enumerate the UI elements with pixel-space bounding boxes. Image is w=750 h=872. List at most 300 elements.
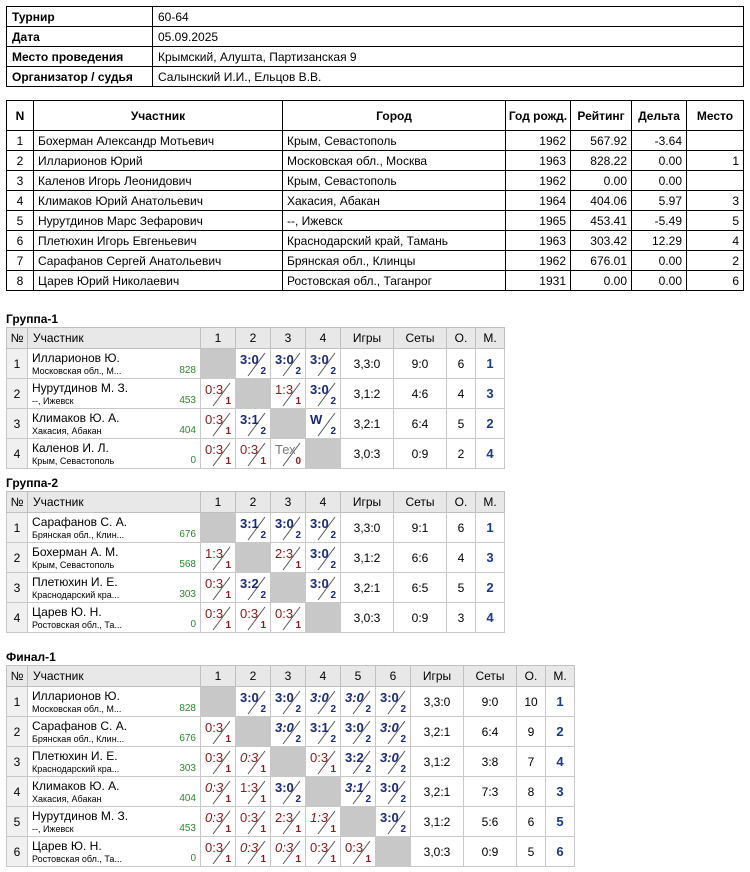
match-result-cell[interactable] xyxy=(341,747,376,777)
match-points: 1 xyxy=(295,396,301,407)
match-result xyxy=(271,439,305,468)
match-result-cell[interactable] xyxy=(306,543,341,573)
match-result-cell[interactable] xyxy=(376,777,411,807)
match-score: 0:3 xyxy=(240,840,259,855)
info-value: Салынский И.И., Ельцов В.В. xyxy=(153,67,744,87)
participant-birth-year: 1965 xyxy=(506,211,571,231)
match-result xyxy=(201,573,235,602)
match-score: 3:1 xyxy=(310,720,329,735)
row-number: 1 xyxy=(7,687,28,717)
match-result-cell[interactable] xyxy=(306,807,341,837)
participant-name: Илларионов Юрий xyxy=(34,151,283,171)
match-result xyxy=(271,543,305,572)
participant-name: Нурутдинов Марс Зефарович xyxy=(34,211,283,231)
info-row xyxy=(7,7,744,27)
match-result-cell[interactable] xyxy=(271,687,306,717)
player-rating: 0 xyxy=(190,455,196,466)
games-cell: 3,2:1 xyxy=(411,777,464,807)
match-score: 0:3 xyxy=(205,750,224,765)
player-cell xyxy=(28,543,201,573)
match-result-cell[interactable] xyxy=(341,777,376,807)
match-points: 1 xyxy=(330,824,336,835)
match-result-cell[interactable] xyxy=(271,777,306,807)
match-result-cell[interactable] xyxy=(306,379,341,409)
games-cell: 3,3:0 xyxy=(341,513,394,543)
group-header-row xyxy=(7,328,505,349)
match-result-cell[interactable] xyxy=(201,603,236,633)
row-number: 4 xyxy=(7,439,28,469)
match-result xyxy=(201,717,235,746)
match-result xyxy=(271,603,305,632)
col-header-place: М. xyxy=(476,328,505,349)
sets-cell: 6:6 xyxy=(394,543,447,573)
match-result-cell[interactable] xyxy=(306,747,341,777)
match-points: 2 xyxy=(295,794,301,805)
match-points: 2 xyxy=(365,764,371,775)
participant-number: 8 xyxy=(7,271,34,291)
match-points: 2 xyxy=(295,704,301,715)
participant-number: 7 xyxy=(7,251,34,271)
participant-place: 2 xyxy=(687,251,744,271)
player-name: Климаков Ю. А. xyxy=(32,779,120,793)
match-result xyxy=(201,837,235,866)
match-result-cell[interactable] xyxy=(236,603,271,633)
match-result xyxy=(236,349,270,378)
match-result xyxy=(236,777,270,806)
player-rating: 676 xyxy=(179,529,196,540)
match-result xyxy=(306,747,340,776)
match-score: 0:3 xyxy=(205,840,224,855)
player-rating: 676 xyxy=(179,733,196,744)
row-number: 3 xyxy=(7,747,28,777)
match-points: 2 xyxy=(400,824,406,835)
group-row xyxy=(7,349,505,379)
self-match-cell xyxy=(306,439,341,469)
match-result xyxy=(271,837,305,866)
match-score: 3:0 xyxy=(310,516,329,531)
match-result xyxy=(236,687,270,716)
col-header-opponent: 2 xyxy=(236,328,271,349)
match-points: 2 xyxy=(260,366,266,377)
col-header-sets: Сеты xyxy=(464,666,517,687)
match-points: 1 xyxy=(225,764,231,775)
sets-cell: 6:4 xyxy=(464,717,517,747)
place-cell: 2 xyxy=(546,717,575,747)
col-header-opponent: 4 xyxy=(306,328,341,349)
participant-city: Брянская обл., Клинцы xyxy=(283,251,506,271)
group-table xyxy=(6,665,575,867)
match-result xyxy=(236,573,270,602)
match-result-cell[interactable] xyxy=(376,687,411,717)
place-cell: 1 xyxy=(546,687,575,717)
group-row xyxy=(7,687,575,717)
match-score: 0:3 xyxy=(205,720,224,735)
col-header-opponent: 4 xyxy=(306,492,341,513)
col-header-points: О. xyxy=(447,328,476,349)
player-name: Илларионов Ю. xyxy=(32,351,120,365)
participant-number: 5 xyxy=(7,211,34,231)
games-cell: 3,0:3 xyxy=(411,837,464,867)
match-result-cell[interactable] xyxy=(236,573,271,603)
self-match-cell xyxy=(306,603,341,633)
match-points: 2 xyxy=(330,396,336,407)
player-name: Сарафанов С. А. xyxy=(32,515,128,529)
player-cell xyxy=(28,439,201,469)
match-points: 2 xyxy=(330,704,336,715)
match-points: 2 xyxy=(295,530,301,541)
participant-delta: -5.49 xyxy=(632,211,687,231)
player-city: Ростовская обл., Та... xyxy=(32,620,122,630)
participant-delta: 0.00 xyxy=(632,171,687,191)
games-cell: 3,1:2 xyxy=(341,543,394,573)
match-points: 2 xyxy=(260,590,266,601)
match-result xyxy=(306,687,340,716)
match-result-cell[interactable] xyxy=(306,573,341,603)
participant-city: Хакасия, Абакан xyxy=(283,191,506,211)
participant-delta: 0.00 xyxy=(632,271,687,291)
match-result xyxy=(236,747,270,776)
participant-rating: 676.01 xyxy=(571,251,632,271)
player-rating: 0 xyxy=(190,853,196,864)
match-result-cell[interactable] xyxy=(376,807,411,837)
sets-cell: 3:8 xyxy=(464,747,517,777)
match-points: 1 xyxy=(260,764,266,775)
match-points: 0 xyxy=(295,456,301,467)
match-result-cell[interactable] xyxy=(376,747,411,777)
self-match-cell xyxy=(271,573,306,603)
participant-rating: 453.41 xyxy=(571,211,632,231)
match-result-cell[interactable] xyxy=(271,837,306,867)
points-cell: 5 xyxy=(447,573,476,603)
participant-name: Сарафанов Сергей Анатольевич xyxy=(34,251,283,271)
col-header-place: М. xyxy=(476,492,505,513)
col-header-opponent: 5 xyxy=(341,666,376,687)
games-cell: 3,1:2 xyxy=(341,379,394,409)
group-body xyxy=(7,349,505,469)
self-match-cell xyxy=(341,807,376,837)
player-rating: 453 xyxy=(179,395,196,406)
player-name: Бохерман А. М. xyxy=(32,545,119,559)
group-table xyxy=(6,327,505,469)
match-result xyxy=(271,807,305,836)
self-match-cell xyxy=(306,777,341,807)
match-result xyxy=(236,513,270,542)
participant-delta: 0.00 xyxy=(632,151,687,171)
match-result-cell[interactable] xyxy=(236,807,271,837)
player-city: Московская обл., М... xyxy=(32,704,122,714)
match-result xyxy=(376,687,410,716)
player-name: Царев Ю. Н. xyxy=(32,605,102,619)
participant-name: Бохерман Александр Мотьевич xyxy=(34,131,283,151)
group-row xyxy=(7,543,505,573)
participant-rating: 0.00 xyxy=(571,271,632,291)
points-cell: 4 xyxy=(447,543,476,573)
player-city: Брянская обл., Клин... xyxy=(32,530,125,540)
player-cell xyxy=(28,687,201,717)
match-result-cell[interactable] xyxy=(201,379,236,409)
match-result-cell[interactable] xyxy=(236,513,271,543)
match-result-cell[interactable] xyxy=(306,717,341,747)
participant-number: 2 xyxy=(7,151,34,171)
player-name: Плетюхин И. Е. xyxy=(32,575,118,589)
col-header-sets: Сеты xyxy=(394,328,447,349)
match-result-cell[interactable] xyxy=(236,439,271,469)
match-score: W xyxy=(310,412,323,427)
match-result-cell[interactable] xyxy=(201,573,236,603)
match-score: 0:3 xyxy=(205,412,224,427)
match-result-cell[interactable] xyxy=(201,747,236,777)
place-cell: 2 xyxy=(476,573,505,603)
col-header-opponent: 1 xyxy=(201,666,236,687)
participant-birth-year: 1963 xyxy=(506,151,571,171)
sets-cell: 6:4 xyxy=(394,409,447,439)
self-match-cell xyxy=(201,349,236,379)
col-header-opponent: 3 xyxy=(271,492,306,513)
player-cell xyxy=(28,717,201,747)
match-result-cell[interactable] xyxy=(236,837,271,867)
match-result-cell[interactable] xyxy=(236,349,271,379)
match-points: 1 xyxy=(225,854,231,865)
match-result-cell[interactable] xyxy=(271,439,306,469)
match-result-cell[interactable] xyxy=(306,837,341,867)
match-result-cell[interactable] xyxy=(236,777,271,807)
participant-delta: 0.00 xyxy=(632,251,687,271)
match-score: 3:0 xyxy=(380,810,399,825)
group-row xyxy=(7,717,575,747)
participant-city: Ростовская обл., Таганрог xyxy=(283,271,506,291)
place-cell: 4 xyxy=(476,439,505,469)
participant-row xyxy=(7,231,744,251)
match-points: 1 xyxy=(225,560,231,571)
match-result xyxy=(376,777,410,806)
col-header-opponent: 2 xyxy=(236,492,271,513)
match-result-cell[interactable] xyxy=(271,379,306,409)
participant-city: Краснодарский край, Тамань xyxy=(283,231,506,251)
match-score: 1:3 xyxy=(205,546,224,561)
match-result-cell[interactable] xyxy=(201,717,236,747)
match-points: 2 xyxy=(260,530,266,541)
col-header-opponent: 3 xyxy=(271,328,306,349)
col-header-birth-year: Год рожд. xyxy=(506,101,571,131)
player-city: --, Ижевск xyxy=(32,824,74,834)
match-score: 3:1 xyxy=(240,412,259,427)
match-result-cell[interactable] xyxy=(201,439,236,469)
match-result-cell[interactable] xyxy=(271,717,306,747)
match-score: 0:3 xyxy=(310,750,329,765)
match-result-cell[interactable] xyxy=(341,717,376,747)
player-cell xyxy=(28,513,201,543)
match-result-cell[interactable] xyxy=(306,409,341,439)
match-points: 1 xyxy=(225,824,231,835)
match-points: 1 xyxy=(225,456,231,467)
place-cell: 6 xyxy=(546,837,575,867)
row-number: 4 xyxy=(7,777,28,807)
col-header-games: Игры xyxy=(341,492,394,513)
participant-number: 6 xyxy=(7,231,34,251)
match-result-cell[interactable] xyxy=(201,777,236,807)
place-cell: 3 xyxy=(476,543,505,573)
match-score: 0:3 xyxy=(275,840,294,855)
player-name: Илларионов Ю. xyxy=(32,689,120,703)
match-result-cell[interactable] xyxy=(306,513,341,543)
col-header-participant: Участник xyxy=(34,101,283,131)
match-result-cell[interactable] xyxy=(306,687,341,717)
player-name: Сарафанов С. А. xyxy=(32,719,128,733)
info-row xyxy=(7,67,744,87)
match-points: 1 xyxy=(225,426,231,437)
match-result xyxy=(236,807,270,836)
match-score: 0:3 xyxy=(345,840,364,855)
match-result-cell[interactable] xyxy=(341,837,376,867)
match-points: 1 xyxy=(295,560,301,571)
col-header-opponent: 2 xyxy=(236,666,271,687)
participant-birth-year: 1962 xyxy=(506,251,571,271)
match-score: 0:3 xyxy=(240,810,259,825)
match-result xyxy=(306,807,340,836)
match-score: 2:3 xyxy=(275,546,294,561)
match-result xyxy=(201,439,235,468)
player-rating: 828 xyxy=(179,365,196,376)
match-result xyxy=(306,717,340,746)
match-score: 0:3 xyxy=(240,606,259,621)
player-rating: 828 xyxy=(179,703,196,714)
match-result-cell[interactable] xyxy=(306,349,341,379)
info-value: 60-64 xyxy=(153,7,744,27)
row-number: 3 xyxy=(7,409,28,439)
match-score: 3:0 xyxy=(310,546,329,561)
match-result xyxy=(201,543,235,572)
match-score: 3:2 xyxy=(345,750,364,765)
match-score: 0:3 xyxy=(205,382,224,397)
games-cell: 3,3:0 xyxy=(341,349,394,379)
match-score: 3:0 xyxy=(275,720,294,735)
match-result-cell[interactable] xyxy=(236,687,271,717)
place-cell: 3 xyxy=(476,379,505,409)
match-result-cell[interactable] xyxy=(201,837,236,867)
player-city: Хакасия, Абакан xyxy=(32,426,102,436)
col-header-points: О. xyxy=(447,492,476,513)
sets-cell: 0:9 xyxy=(464,837,517,867)
match-result-cell[interactable] xyxy=(341,687,376,717)
match-score: 3:2 xyxy=(240,576,259,591)
match-score: 3:0 xyxy=(275,352,294,367)
sets-cell: 9:0 xyxy=(394,349,447,379)
match-result-cell[interactable] xyxy=(271,513,306,543)
participant-number: 4 xyxy=(7,191,34,211)
match-result-cell[interactable] xyxy=(201,807,236,837)
col-header-sets: Сеты xyxy=(394,492,447,513)
place-cell: 3 xyxy=(546,777,575,807)
match-points: 2 xyxy=(330,366,336,377)
match-result xyxy=(341,837,375,866)
points-cell: 5 xyxy=(517,837,546,867)
match-result xyxy=(306,379,340,408)
match-score: 0:3 xyxy=(205,606,224,621)
participant-birth-year: 1931 xyxy=(506,271,571,291)
points-cell: 9 xyxy=(517,717,546,747)
sets-cell: 4:6 xyxy=(394,379,447,409)
group-header xyxy=(7,666,575,687)
sets-cell: 7:3 xyxy=(464,777,517,807)
match-points: 2 xyxy=(400,704,406,715)
match-points: 2 xyxy=(260,704,266,715)
participant-rating: 404.06 xyxy=(571,191,632,211)
participant-place: 3 xyxy=(687,191,744,211)
match-points: 1 xyxy=(260,456,266,467)
match-points: 2 xyxy=(260,426,266,437)
match-result xyxy=(271,717,305,746)
points-cell: 6 xyxy=(447,349,476,379)
match-result-cell[interactable] xyxy=(376,717,411,747)
player-city: Московская обл., М... xyxy=(32,366,122,376)
match-result xyxy=(376,717,410,746)
tournament-info-table xyxy=(6,6,744,87)
player-rating: 568 xyxy=(179,559,196,570)
match-result xyxy=(201,379,235,408)
player-cell xyxy=(28,603,201,633)
participant-row xyxy=(7,131,744,151)
match-points: 2 xyxy=(330,560,336,571)
player-rating: 303 xyxy=(179,763,196,774)
match-score: 3:0 xyxy=(380,780,399,795)
match-points: 1 xyxy=(260,824,266,835)
row-number: 5 xyxy=(7,807,28,837)
match-score: 2:3 xyxy=(275,810,294,825)
group-row xyxy=(7,573,505,603)
col-header-games: Игры xyxy=(341,328,394,349)
info-value: 05.09.2025 xyxy=(153,27,744,47)
match-score: 3:0 xyxy=(240,352,259,367)
match-points: 1 xyxy=(260,620,266,631)
match-score: 1:3 xyxy=(240,780,259,795)
match-result xyxy=(271,349,305,378)
match-result-cell[interactable] xyxy=(271,349,306,379)
match-score: 0:3 xyxy=(205,442,224,457)
player-name: Плетюхин И. Е. xyxy=(32,749,118,763)
match-points: 2 xyxy=(400,734,406,745)
match-result xyxy=(236,409,270,438)
group-row xyxy=(7,747,575,777)
match-result-cell[interactable] xyxy=(201,409,236,439)
match-points: 2 xyxy=(365,734,371,745)
participant-place: 4 xyxy=(687,231,744,251)
participant-row xyxy=(7,171,744,191)
match-points: 1 xyxy=(225,734,231,745)
match-points: 2 xyxy=(330,530,336,541)
match-result xyxy=(201,409,235,438)
match-result-cell[interactable] xyxy=(236,409,271,439)
self-match-cell xyxy=(271,747,306,777)
match-result-cell[interactable] xyxy=(201,543,236,573)
col-header-city: Город xyxy=(283,101,506,131)
match-result-cell[interactable] xyxy=(236,747,271,777)
match-result-cell[interactable] xyxy=(271,807,306,837)
player-rating: 303 xyxy=(179,589,196,600)
self-match-cell xyxy=(201,513,236,543)
group-title: Финал-1 xyxy=(6,650,56,664)
match-result-cell[interactable] xyxy=(271,603,306,633)
group-title: Группа-1 xyxy=(6,312,59,326)
games-cell: 3,0:3 xyxy=(341,603,394,633)
match-result xyxy=(306,543,340,572)
player-rating: 404 xyxy=(179,793,196,804)
match-result-cell[interactable] xyxy=(271,543,306,573)
match-score: 1:3 xyxy=(310,810,329,825)
participant-rating: 567.92 xyxy=(571,131,632,151)
player-name: Климаков Ю. А. xyxy=(32,411,120,425)
col-header-opponent: 4 xyxy=(306,666,341,687)
group-table xyxy=(6,491,505,633)
